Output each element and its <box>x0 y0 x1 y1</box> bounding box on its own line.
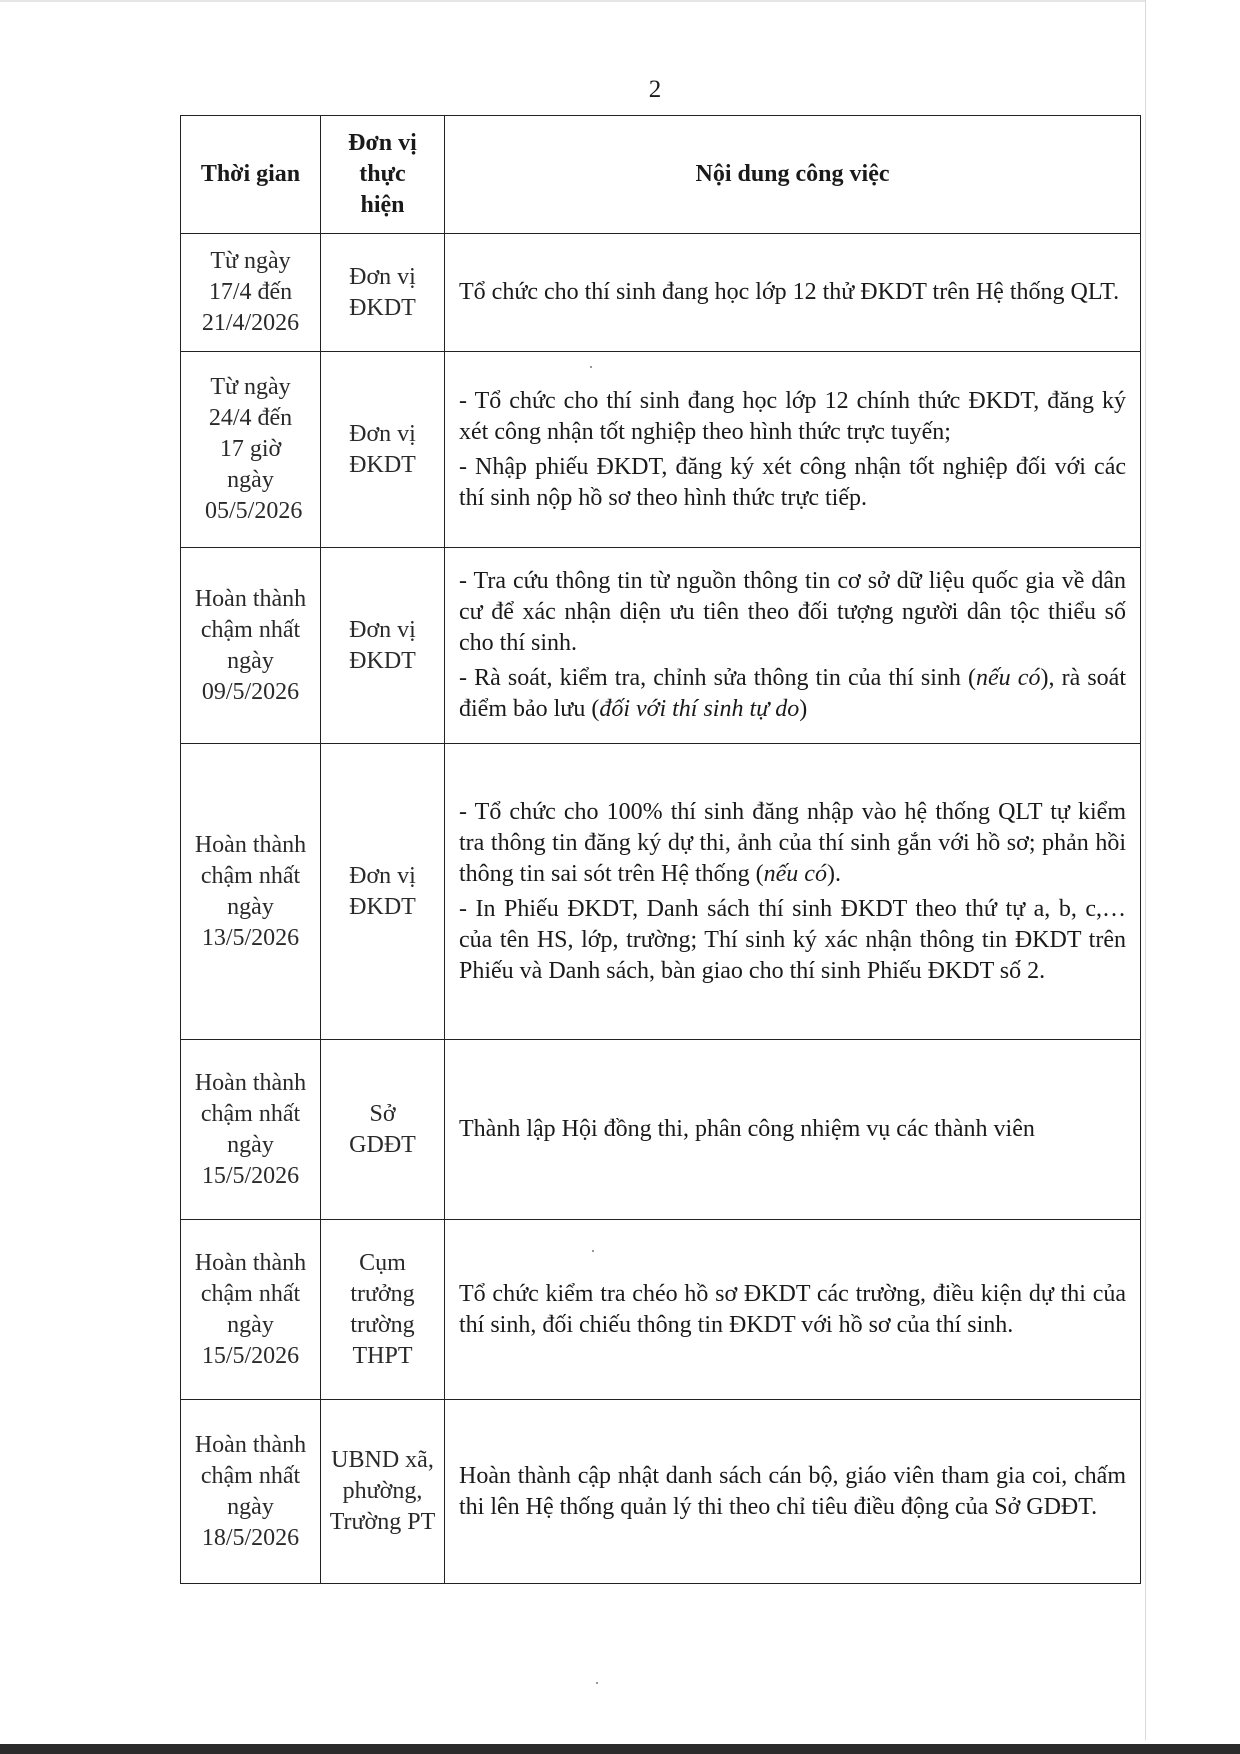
schedule-table <box>180 115 1141 1584</box>
content-cell <box>445 744 1141 1040</box>
time-cell: Từ ngày 24/4 đến 17 giờ ngày 05/5/2026 <box>181 352 321 548</box>
table-row <box>181 1400 1141 1584</box>
time-cell: Hoàn thành chậm nhất ngày 18/5/2026 <box>181 1400 321 1584</box>
unit-cell: Sở GDĐT <box>321 1040 445 1220</box>
content-line: - In Phiếu ĐKDT, Danh sách thí sinh ĐKDT theo thứ tự a, b, c,… của tên HS, lớp, trường; Thí sinh ký xác nhận thông tin ĐKDT trên Phiếu và Danh sách, bàn giao cho thí sinh Phiếu ĐKDT số 2. <box>459 895 1126 984</box>
content-cell <box>445 352 1141 548</box>
unit-cell: UBND xã, phường, Trường PT <box>321 1400 445 1584</box>
content-line: Thành lập Hội đồng thi, phân công nhiệm vụ các thành viên <box>459 1116 1035 1142</box>
content-cell <box>445 1400 1141 1584</box>
scan-speck <box>596 1682 598 1684</box>
content-line: Tổ chức cho thí sinh đang học lớp 12 thử ĐKDT trên Hệ thống QLT. <box>459 279 1120 305</box>
content-line: - Tổ chức cho thí sinh đang học lớp 12 chính thức ĐKDT, đăng ký xét công nhận tốt nghiệp theo hình thức trực tuyến; <box>459 387 1126 445</box>
content-line: Hoàn thành cập nhật danh sách cán bộ, giáo viên tham gia coi, chấm thi lên Hệ thống quản lý thi theo chỉ tiêu điều động của Sở GDĐT. <box>459 1462 1126 1520</box>
header-content: Nội dung công việc <box>445 116 1141 234</box>
unit-cell: Đơn vị ĐKDT <box>321 352 445 548</box>
table-row <box>181 352 1141 548</box>
table-row <box>181 744 1141 1040</box>
scan-speck <box>592 1250 594 1252</box>
time-cell: Từ ngày 17/4 đến 21/4/2026 <box>181 234 321 352</box>
time-cell: Hoàn thành chậm nhất ngày 15/5/2026 <box>181 1220 321 1400</box>
unit-cell: Đơn vị ĐKDT <box>321 234 445 352</box>
scan-right-edge <box>1145 0 1146 1740</box>
unit-cell: Đơn vị ĐKDT <box>321 548 445 744</box>
header-unit: Đơn vị thực hiện <box>321 116 445 234</box>
content-line: - Tổ chức cho 100% thí sinh đăng nhập vào hệ thống QLT tự kiểm tra thông tin đăng ký dự thi, ảnh của thí sinh gắn với hồ sơ; phản hồi thông tin sai sót trên Hệ thống (nếu có). <box>459 798 1126 887</box>
content-line: Tổ chức kiểm tra chéo hồ sơ ĐKDT các trường, điều kiện dự thi của thí sinh, đối chiếu thông tin ĐKDT với hồ sơ của thí sinh. <box>459 1280 1126 1338</box>
scan-speck <box>590 366 592 368</box>
table-row <box>181 1040 1141 1220</box>
unit-cell: Cụm trưởng trường THPT <box>321 1220 445 1400</box>
content-line: - Tra cứu thông tin từ nguồn thông tin cơ sở dữ liệu quốc gia về dân cư để xác nhận diện ưu tiên theo đối tượng người dân tộc thiểu số cho thí sinh. <box>459 568 1126 656</box>
time-cell: Hoàn thành chậm nhất ngày 09/5/2026 <box>181 548 321 744</box>
content-cell <box>445 548 1141 744</box>
content-cell <box>445 234 1141 352</box>
content-line: - Nhập phiếu ĐKDT, đăng ký xét công nhận tốt nghiệp đối với các thí sinh nộp hồ sơ theo hình thức trực tiếp. <box>459 453 1126 511</box>
page-number: 2 <box>648 76 662 103</box>
scan-bottom-edge <box>0 1744 1240 1754</box>
table-header-row <box>181 116 1141 234</box>
content-cell <box>445 1040 1141 1220</box>
time-cell: Hoàn thành chậm nhất ngày 15/5/2026 <box>181 1040 321 1220</box>
scan-top-edge <box>0 0 1146 2</box>
table-row <box>181 234 1141 352</box>
time-cell: Hoàn thành chậm nhất ngày 13/5/2026 <box>181 744 321 1040</box>
unit-cell: Đơn vị ĐKDT <box>321 744 445 1040</box>
content-line: - Rà soát, kiểm tra, chỉnh sửa thông tin của thí sinh (nếu có), rà soát điểm bảo lưu (đối với thí sinh tự do) <box>459 665 1127 722</box>
header-time: Thời gian <box>181 116 321 234</box>
table-row <box>181 548 1141 744</box>
content-cell <box>445 1220 1141 1400</box>
table-row <box>181 1220 1141 1400</box>
